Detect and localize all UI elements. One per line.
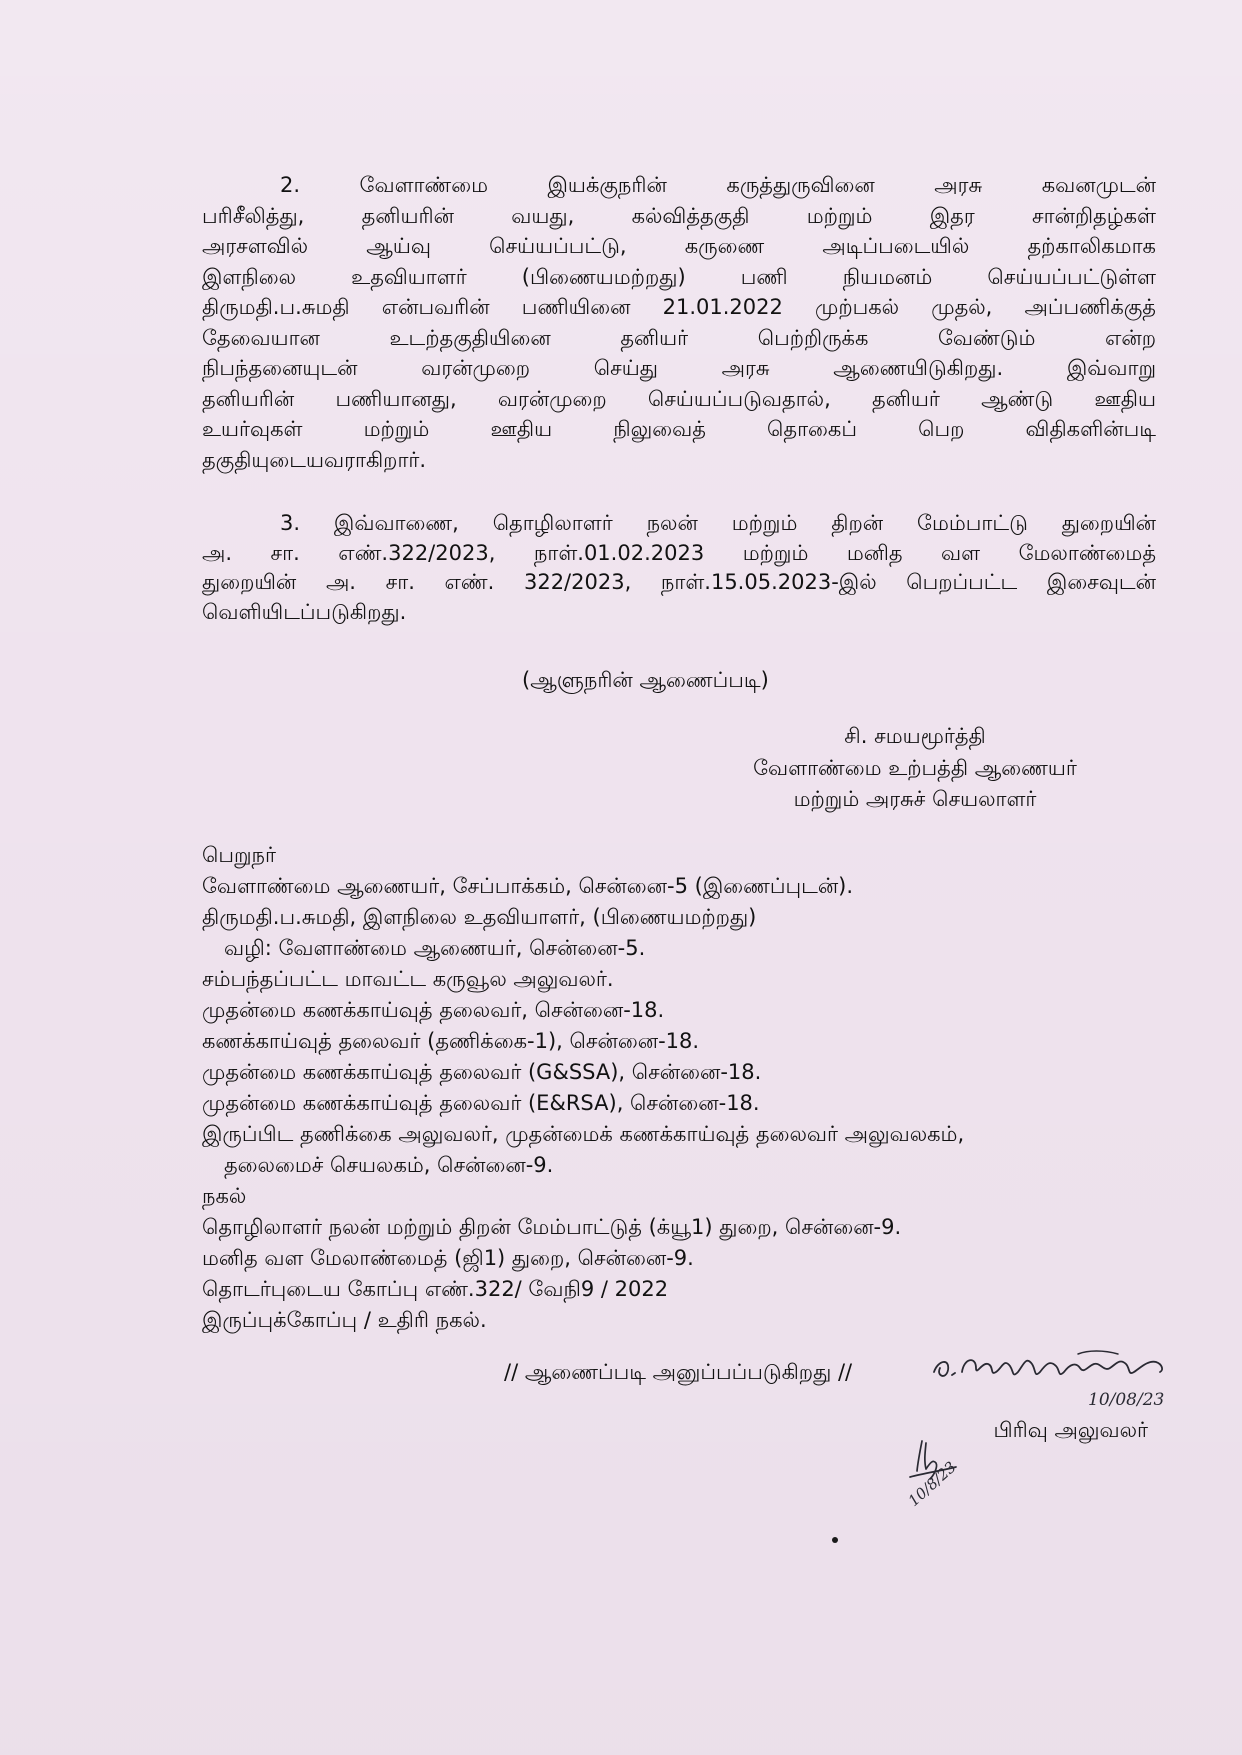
paragraph-3 — [202, 509, 1156, 628]
copy-to-item: இருப்புக்கோப்பு / உதிரி நகல். — [202, 1308, 487, 1332]
paragraph-2 — [202, 170, 1156, 475]
section-officer-designation: பிரிவு அலுவலர் — [993, 1418, 1148, 1442]
paragraph-2-line: பரிசீலித்து, தனியரின் வயது, கல்வித்தகுதி மற்றும் இதர சான்றிதழ்கள் — [202, 203, 1156, 228]
initials-date: 10/8/23 — [904, 1457, 960, 1510]
signatory-block — [700, 721, 1130, 816]
paragraph-3-line: 3. இவ்வாணை, தொழிலாளர் நலன் மற்றும் திறன் மேம்பாட்டு துறையின் — [280, 511, 1156, 535]
section-officer-signature — [928, 1342, 1168, 1390]
signature-date: 10/08/23 — [1088, 1390, 1165, 1410]
signature-flourish — [1078, 1351, 1118, 1354]
forwarding-note: // ஆணைப்படி அனுப்பப்படுகிறது // — [504, 1360, 853, 1384]
signature-stroke — [934, 1360, 1162, 1376]
copy-to-item: தொடர்புடைய கோப்பு எண்.322/ வேநி9 / 2022 — [202, 1277, 669, 1301]
copy-to-heading: நகல் — [202, 1184, 247, 1208]
copy-to-item: மனித வள மேலாண்மைத் (ஜி1) துறை, சென்னை-9. — [202, 1246, 694, 1270]
paragraph-2-line: திருமதி.ப.சுமதி என்பவரின் பணியினை 21.01.2022 முற்பகல் முதல், அப்பணிக்குத் — [202, 295, 1156, 319]
recipient-item: முதன்மை கணக்காய்வுத் தலைவர், சென்னை-18. — [202, 998, 665, 1022]
paragraph-2-line: இளநிலை உதவியாளர் (பிணையமற்றது) பணி நியமனம் செய்யப்பட்டுள்ள — [202, 264, 1156, 289]
recipient-item-continuation: வழி: வேளாண்மை ஆணையர், சென்னை-5. — [224, 936, 646, 960]
recipient-item: திருமதி.ப.சுமதி, இளநிலை உதவியாளர், (பிணையமற்றது) — [202, 905, 757, 929]
recipient-item: முதன்மை கணக்காய்வுத் தலைவர் (G&SSA), சென்னை-18. — [202, 1060, 762, 1084]
paragraph-3-line: வெளியிடப்படுகிறது. — [202, 600, 407, 625]
paragraph-2-line: நிபந்தனையுடன் வரன்முறை செய்து அரசு ஆணையிடுகிறது. இவ்வாறு — [202, 356, 1156, 380]
copy-to-item: தொழிலாளர் நலன் மற்றும் திறன் மேம்பாட்டுத் (க்யூ1) துறை, சென்னை-9. — [202, 1215, 902, 1239]
paragraph-2-line: தேவையான உடற்தகுதியினை தனியர் பெற்றிருக்க வேண்டும் என்ற — [202, 325, 1156, 350]
distribution-list — [202, 840, 1156, 1336]
paragraph-2-line: அரசளவில் ஆய்வு செய்யப்பட்டு, கருணை அடிப்படையில் தற்காலிகமாக — [202, 234, 1156, 258]
paragraph-2-line: தனியரின் பணியானது, வரன்முறை செய்யப்படுவதால், தனியர் ஆண்டு ஊதிய — [202, 386, 1156, 411]
paragraph-3-line: துறையின் அ. சா. எண். 322/2023, நாள்.15.05.2023-இல் பெறப்பட்ட இசைவுடன் — [202, 570, 1156, 595]
recipient-item: இருப்பிட தணிக்கை அலுவலர், முதன்மைக் கணக்காய்வுத் தலைவர் அலுவலகம், — [202, 1122, 965, 1146]
recipient-item: கணக்காய்வுத் தலைவர் (தணிக்கை-1), சென்னை-18. — [202, 1029, 700, 1053]
recipient-item: சம்பந்தப்பட்ட மாவட்ட கருவூல அலுவலர். — [202, 967, 614, 991]
paragraph-3-line: அ. சா. எண்.322/2023, நாள்.01.02.2023 மற்றும் மனித வள மேலாண்மைத் — [202, 540, 1156, 565]
initials-signature — [900, 1435, 990, 1515]
paragraph-2-line: உயர்வுகள் மற்றும் ஊதிய நிலுவைத் தொகைப் பெற விதிகளின்படி — [202, 417, 1156, 441]
paragraph-2-line: 2. வேளாண்மை இயக்குநரின் கருத்துருவினை அரசு கவனமுடன் — [280, 173, 1156, 197]
recipients-heading: பெறுநர் — [202, 843, 276, 867]
recipient-item: முதன்மை கணக்காய்வுத் தலைவர் (E&RSA), சென்னை-18. — [202, 1091, 760, 1115]
signatory-designation-continued: மற்றும் அரசுச் செயலாளர் — [793, 787, 1037, 811]
recipient-item: வேளாண்மை ஆணையர், சேப்பாக்கம், சென்னை-5 (இணைப்புடன்). — [202, 874, 854, 898]
paragraph-2-line: தகுதியுடையவராகிறார். — [202, 447, 427, 472]
by-order-of-governor: (ஆளுநரின் ஆணைப்படி) — [522, 668, 769, 692]
recipient-item-continuation: தலைமைச் செயலகம், சென்னை-9. — [224, 1153, 554, 1177]
signatory-name: சி. சமயமூர்த்தி — [844, 724, 986, 748]
signatory-designation: வேளாண்மை உற்பத்தி ஆணையர் — [753, 755, 1077, 780]
ink-dot — [832, 1537, 838, 1543]
